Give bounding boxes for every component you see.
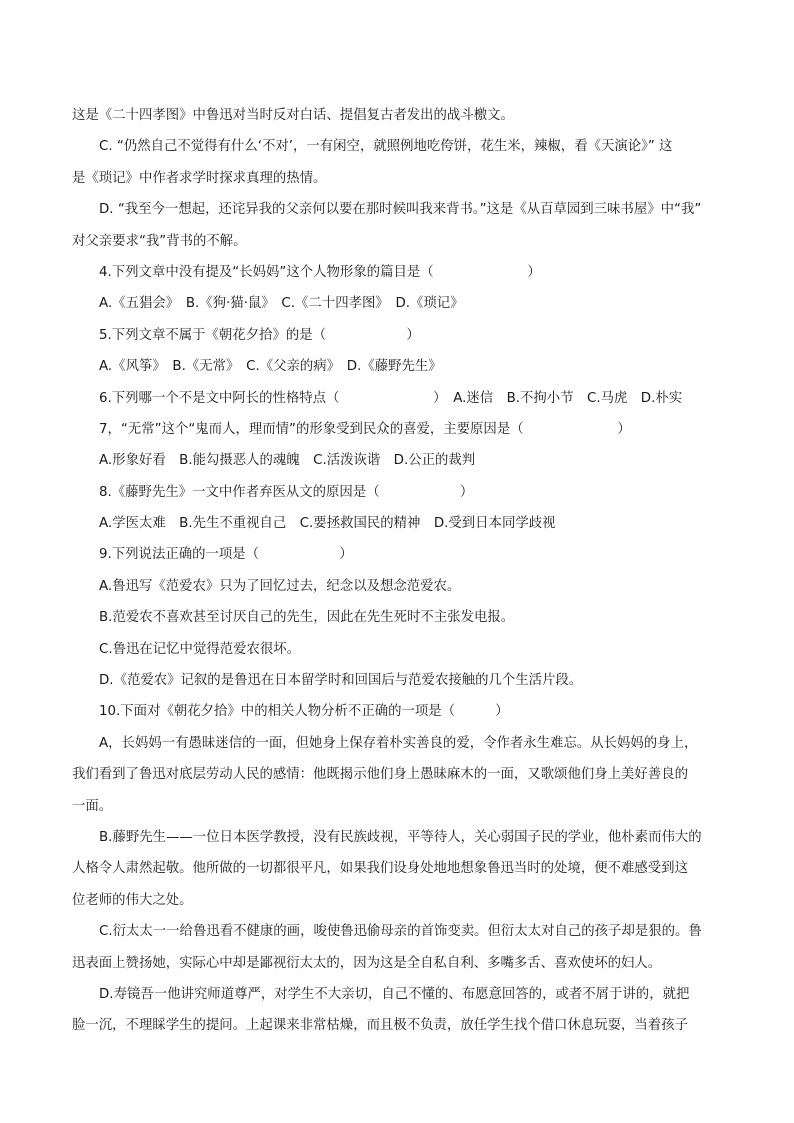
text-line: A.学医太难 B.先生不重视自己 C.要拯救国民的精神 D.受到日本同学歧视 bbox=[99, 516, 556, 532]
text-line: A.《五猖会》 B.《狗·猫·鼠》 C.《二十四孝图》 D.《琐记》 bbox=[99, 296, 464, 312]
text-line: 迅表面上赞扬她，实际心中却是鄙视衍太太的，因为这是全自私自利、多嘴多舌、喜欢使坏的妇人。 bbox=[72, 955, 662, 971]
text-line: A.鲁迅写《范爱农》只为了回忆过去，纪念以及想念范爱农。 bbox=[99, 578, 461, 594]
text-line: 9.下列说法正确的一项是（ ） bbox=[99, 547, 353, 563]
text-line: D.《范爱农》记叙的是鲁迅在日本留学时和回国后与范爱农接触的几个生活片段。 bbox=[99, 673, 583, 689]
text-line: 一面。 bbox=[72, 798, 113, 814]
text-line: 6.下列哪一个不是文中阿长的性格特点（ ） A.迷信 B.不拘小节 C.马虎 D.朴实 bbox=[99, 390, 683, 406]
text-line: 10.下面对《朝花夕拾》中的相关人物分析不正确的一项是（ ） bbox=[99, 704, 509, 720]
text-line: 4.下列文章中没有提及“长妈妈”这个人物形象的篇目是（ ） bbox=[99, 264, 541, 280]
text-line: A.《风筝》 B.《无常》 C.《父亲的病》 D.《藤野先生》 bbox=[99, 359, 442, 375]
text-line: C.鲁迅在记忆中觉得范爱农很坏。 bbox=[99, 641, 301, 657]
text-line: 脸一沉，不理睬学生的提问。上起课来非常枯燥，而且极不负责，放任学生找个借口休息玩耍，当着孩子 bbox=[72, 1018, 688, 1034]
text-line: 人格令人肃然起敬。他所做的一切都很平凡，如果我们设身处地地想象鲁迅当时的处境，便不难感受到这 bbox=[72, 861, 688, 877]
text-line: 8.《藤野先生》一文中作者弃医从文的原因是（ ） bbox=[99, 484, 474, 500]
text-line: 这是《二十四孝图》中鲁迅对当时反对白话、提倡复古者发出的战斗檄文。 bbox=[72, 108, 514, 123]
text-line: B.范爱农不喜欢甚至讨厌自己的先生，因此在先生死时不主张发电报。 bbox=[99, 610, 515, 626]
document-body bbox=[72, 100, 724, 1042]
text-line: 我们看到了鲁迅对底层劳动人民的感情：他既揭示他们身上愚昧麻木的一面，又歌颂他们身上美好善良的 bbox=[72, 767, 688, 783]
text-line: 7，“无常”这个“鬼而人，理而情”的形象受到民众的喜爱，主要原因是（ ） bbox=[99, 421, 631, 437]
text-line: D. “我至今一想起，还诧异我的父亲何以要在那时候叫我来背书。”这是《从百草园到三味书屋》中“我” bbox=[99, 202, 702, 218]
text-line: B.藤野先生——一位日本医学教授，没有民族歧视，平等待人，关心弱国子民的学业，他朴素而伟大的 bbox=[99, 829, 702, 845]
text-line: 位老师的伟大之处。 bbox=[72, 892, 193, 908]
text-line: C.衍太太一一给鲁迅看不健康的画，唆使鲁迅偷母亲的首饰变卖。但衍太太对自己的孩子却是狠的。鲁 bbox=[99, 924, 702, 940]
text-line: 是《琐记》中作者求学时探求真理的热情。 bbox=[72, 170, 327, 186]
text-line: A.形象好看 B.能勾摄恶人的魂魄 C.活泼诙谐 D.公正的裁判 bbox=[99, 453, 476, 469]
text-line: C. “仍然自己不觉得有什么‘不对’，一有闲空，就照例地吃侉饼，花生米，辣椒，看《天演论》” 这 bbox=[99, 139, 673, 155]
text-line: A，长妈妈一有愚昧迷信的一面，但她身上保存着朴实善良的爱，令作者永生难忘。从长妈妈的身上， bbox=[99, 735, 698, 751]
text-line: 5.下列文章不属于《朝花夕拾》的是（ ） bbox=[99, 327, 420, 343]
text-line: 对父亲要求“我”背书的不解。 bbox=[72, 233, 247, 249]
text-line: D.寿镜吾一他讲究师道尊严，对学生不大亲切，自己不懂的、布愿意回答的，或者不屑于讲的，就把 bbox=[99, 986, 690, 1002]
